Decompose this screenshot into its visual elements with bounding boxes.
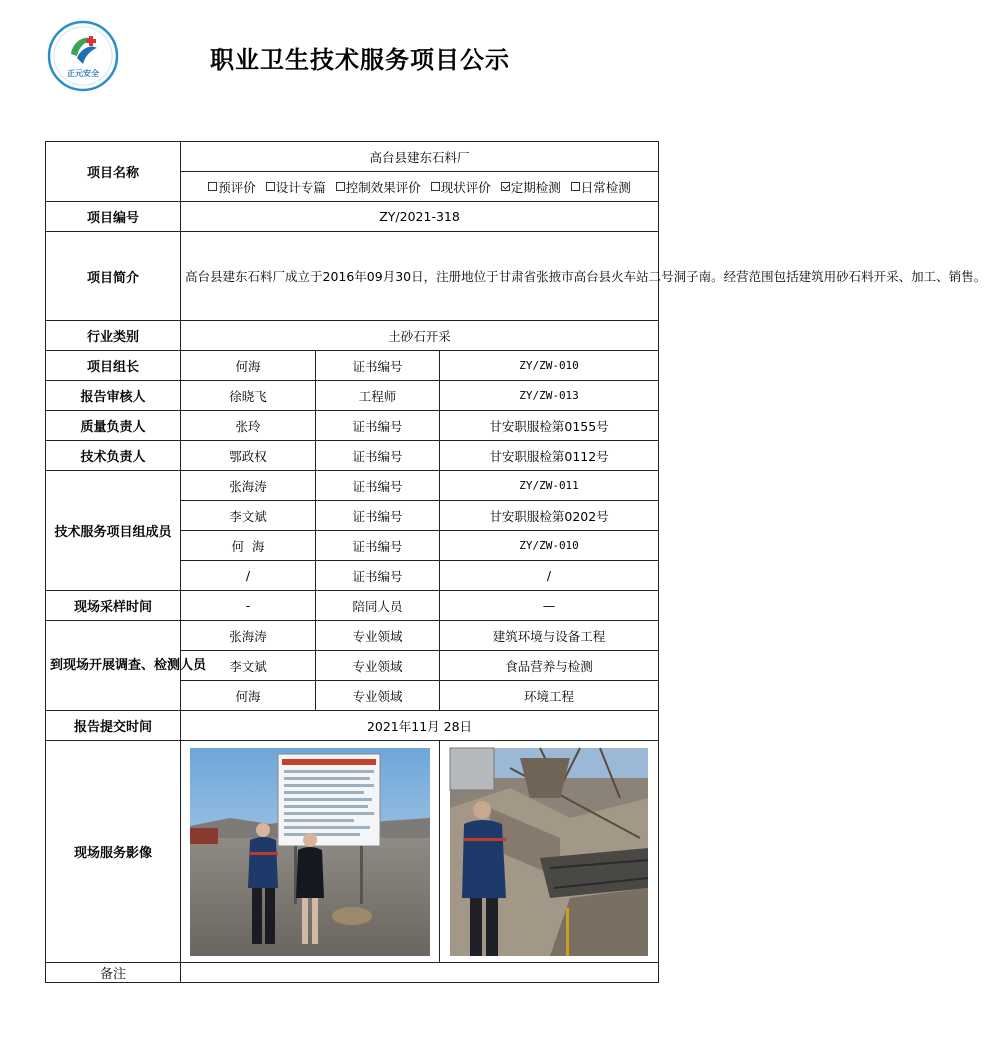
member-name: 何 海	[181, 531, 316, 561]
project-type-label: 定期检测	[510, 179, 561, 195]
companion-label: 陪同人员	[316, 591, 440, 621]
member-name: 李文斌	[181, 501, 316, 531]
project-type-label: 日常检测	[580, 179, 631, 195]
project-number-label: 项目编号	[46, 202, 181, 232]
project-type-label: 现状评价	[440, 179, 491, 195]
survey-person-value: 环境工程	[440, 681, 659, 711]
member-cert: ZY/ZW-011	[440, 471, 659, 501]
sampling-time-label: 现场采样时间	[46, 591, 181, 621]
survey-person-field: 专业领域	[316, 651, 440, 681]
project-type-option	[266, 178, 326, 196]
reviewer-name: 徐晓飞	[181, 381, 316, 411]
project-type-option	[431, 178, 491, 196]
leader-label: 项目组长	[46, 351, 181, 381]
project-type-label: 预评价	[218, 179, 256, 195]
checkbox-empty-icon	[266, 182, 275, 191]
member-cert: 甘安职服检第0202号	[440, 501, 659, 531]
quality-cert: 甘安职服检第0155号	[440, 411, 659, 441]
survey-label: 到现场开展调查、检测人员	[46, 621, 181, 711]
project-name-label: 项目名称	[46, 142, 181, 202]
logo-text: 正元安全	[67, 69, 99, 78]
quality-name: 张玲	[181, 411, 316, 441]
site-photo-signboard	[190, 748, 430, 956]
tech-name: 鄂政权	[181, 441, 316, 471]
leader-cert: ZY/ZW-010	[440, 351, 659, 381]
leader-name: 何海	[181, 351, 316, 381]
project-type-option	[208, 178, 256, 196]
site-photo-crusher	[450, 748, 648, 956]
remark-value	[181, 963, 659, 983]
industry-value: 土砂石开采	[181, 321, 659, 351]
tech-label: 技术负责人	[46, 441, 181, 471]
project-type-label: 设计专篇	[275, 179, 326, 195]
survey-person-name: 张海涛	[181, 621, 316, 651]
member-field: 证书编号	[316, 561, 440, 591]
site-photo-cell	[440, 741, 659, 963]
project-type-label: 控制效果评价	[345, 179, 421, 195]
tech-cert: 甘安职服检第0112号	[440, 441, 659, 471]
member-cert: /	[440, 561, 659, 591]
sampling-time-value: -	[181, 591, 316, 621]
disclosure-table	[45, 141, 986, 983]
survey-person-value: 建筑环境与设备工程	[440, 621, 659, 651]
quality-label: 质量负责人	[46, 411, 181, 441]
site-images-label: 现场服务影像	[46, 741, 181, 963]
survey-person-name: 何海	[181, 681, 316, 711]
members-label: 技术服务项目组成员	[46, 471, 181, 591]
project-type-options	[181, 172, 659, 202]
project-intro-label: 项目简介	[46, 232, 181, 321]
tech-field: 证书编号	[316, 441, 440, 471]
checkbox-checked-icon	[501, 182, 510, 191]
checkbox-empty-icon	[571, 182, 580, 191]
submit-time-label: 报告提交时间	[46, 711, 181, 741]
checkbox-empty-icon	[336, 182, 345, 191]
remark-label: 备注	[46, 963, 181, 983]
member-field: 证书编号	[316, 471, 440, 501]
leader-field: 证书编号	[316, 351, 440, 381]
quality-field: 证书编号	[316, 411, 440, 441]
survey-person-value: 食品营养与检测	[440, 651, 659, 681]
member-field: 证书编号	[316, 501, 440, 531]
reviewer-field: 工程师	[316, 381, 440, 411]
industry-label: 行业类别	[46, 321, 181, 351]
survey-person-name: 李文斌	[181, 651, 316, 681]
reviewer-cert: ZY/ZW-013	[440, 381, 659, 411]
companion-value: —	[440, 591, 659, 621]
checkbox-empty-icon	[208, 182, 217, 191]
project-type-option	[336, 178, 421, 196]
project-name-value: 高台县建东石料厂	[181, 142, 659, 172]
project-type-option	[501, 178, 561, 196]
site-photo-cell	[181, 741, 440, 963]
page-title: 职业卫生技术服务项目公示	[210, 46, 510, 74]
survey-person-field: 专业领域	[316, 621, 440, 651]
project-type-option	[571, 178, 631, 196]
project-number-value: ZY/2021-318	[181, 202, 659, 232]
checkbox-empty-icon	[431, 182, 440, 191]
member-name: 张海涛	[181, 471, 316, 501]
survey-person-field: 专业领域	[316, 681, 440, 711]
member-field: 证书编号	[316, 531, 440, 561]
submit-time-value: 2021年11月 28日	[181, 711, 659, 741]
member-cert: ZY/ZW-010	[440, 531, 659, 561]
project-intro-text: 高台县建东石料厂成立于2016年09月30日，注册地位于甘肃省张掖市高台县火车站二号洞子南。经营范围包括建筑用砂石料开采、加工、销售。	[181, 232, 659, 321]
member-name: /	[181, 561, 316, 591]
reviewer-label: 报告审核人	[46, 381, 181, 411]
